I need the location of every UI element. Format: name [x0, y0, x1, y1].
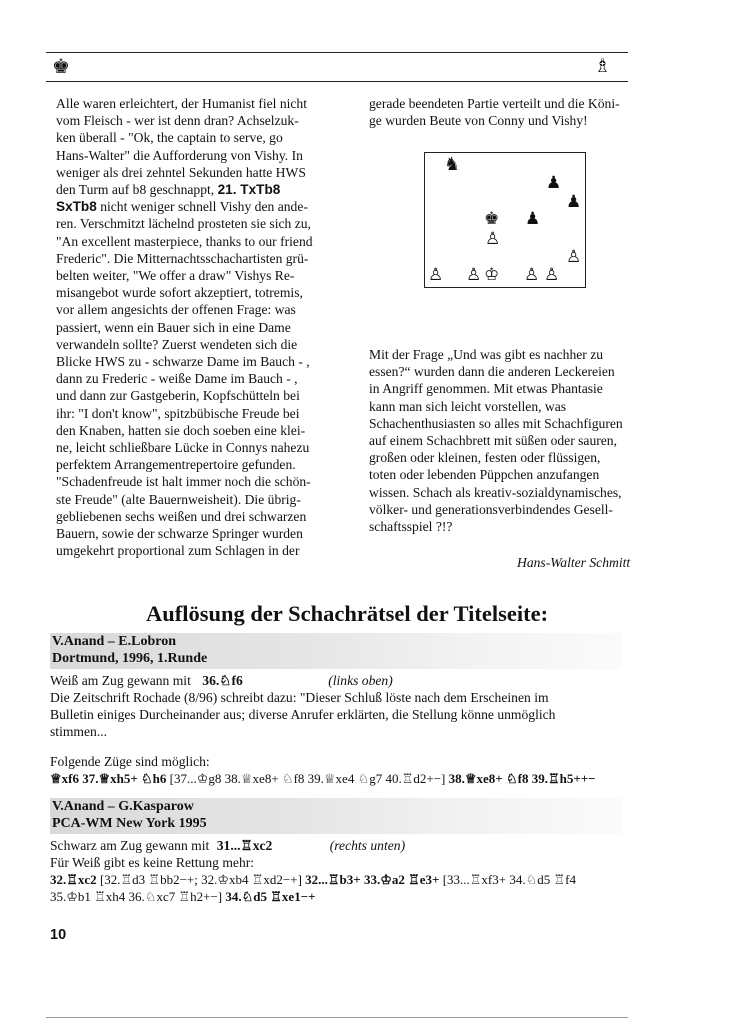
right-column-top-text [369, 95, 669, 129]
text-line: wissen. Schach als kreativ-sozialdynamisches, [369, 484, 622, 500]
text-line: und dann zur Gastgeberin, Kopfschütteln bei [56, 388, 300, 404]
text-line: Bauern, sowie der schwarze Springer wurden [56, 526, 303, 542]
text-line: weniger als drei zehntel Sekunden hatte HWS [56, 164, 306, 180]
bold-move: 21. TxTb8 [217, 182, 281, 198]
text-line: dann zu Frederic - weiße Dame im Bauch - , [56, 371, 298, 387]
diagram-position: (links oben) [328, 673, 393, 688]
text-line: Blicke HWS zu - schwarze Dame im Bauch - , [56, 354, 310, 370]
bold-moves: 32...♖b3+ 33.♔a2 ♖e3+ [305, 872, 440, 887]
header-rule-bottom [46, 81, 628, 82]
text-line: toten oder lebenden Püppchen anzufangen [369, 467, 600, 483]
solution-text: Schwarz am Zug gewann mit [50, 838, 210, 853]
white-pawn-icon: ♙ [485, 229, 501, 249]
text-line: gerade beendeten Partie verteilt und die Köni- [369, 96, 620, 111]
text-line: essen?“ wurden dann die anderen Leckereien [369, 364, 615, 380]
text-line: kann man sich leicht vorstellen, was [369, 398, 567, 414]
black-pawn-icon: ♟ [546, 173, 562, 193]
section-title: Auflösung der Schachrätsel der Titelseite: [146, 601, 549, 626]
text-line: Frederic". Die Mitternachtsschachartisten grü- [56, 250, 309, 266]
spacer [50, 740, 690, 753]
bold-moves: 34.♘d5 ♖xe1−+ [225, 889, 316, 904]
text-line: belten weiter, "We offer a draw" Vishys Re- [56, 268, 295, 284]
text-line: verwandeln sollte? Zuerst wendeten sich die [56, 336, 298, 352]
game-event: PCA-WM New York 1995 [52, 816, 207, 831]
text-line: "An excellent masterpiece, thanks to our friend [56, 233, 313, 249]
black-pawn-icon: ♟ [525, 209, 541, 229]
text-line: umgekehrt proportional zum Schlagen in der [56, 543, 300, 559]
text-line-with-move: SxTb8 nicht weniger schnell Vishy den ande- [56, 199, 308, 215]
move-line [50, 888, 690, 905]
text-line: Folgende Züge sind möglich: [50, 754, 210, 769]
text-line: auf einem Schachbrett mit süßen oder sauren, [369, 433, 617, 449]
text-line: ren. Verschmitzt lächelnd prosteten sie sich zu, [56, 216, 311, 232]
text-line: gebliebenen sechs weißen und drei schwarzen [56, 508, 307, 524]
text-line: großen oder kleinen, festen oder flüssigen, [369, 450, 601, 466]
text-line: ste Freude" (alte Bauernweisheit). Die übrig- [56, 491, 301, 507]
white-pawn-icon: ♙ [428, 265, 444, 285]
bold-moves: 38.♕xe8+ ♘f8 39.♖h5++− [448, 771, 596, 786]
text-line: völker- und generationsverbindendes Gesell- [369, 501, 613, 517]
text-line: stimmen... [50, 724, 108, 739]
right-column-bottom-text [369, 346, 669, 535]
variation-moves: [33...♖xf3+ 34.♘d5 ♖f4 [439, 872, 576, 887]
white-king-icon: ♔ [484, 265, 500, 285]
page-number: 10 [50, 927, 67, 943]
text-line: ne, leicht schließbare Lücke in Connys nahezu [56, 440, 310, 456]
text-line: in Angriff genommen. Mit etwas Phantasie [369, 381, 603, 397]
text-line: Für Weiß gibt es keine Rettung mehr: [50, 855, 255, 870]
game-event: Dortmund, 1996, 1.Runde [52, 651, 208, 666]
diagram-position: (rechts unten) [329, 838, 406, 853]
chess-diagram [424, 152, 586, 288]
bold-moves: ♕xf6 37.♕xh5+ ♘h6 [50, 771, 167, 786]
variation-moves: [32.♖d3 ♖bb2−+; 32.♔xb4 ♖xd2−+] [96, 872, 306, 887]
text-line: ihr: "I don't know", spitzbübische Freude bei [56, 405, 300, 421]
black-pawn-icon: ♟ [566, 192, 582, 212]
solution-line [50, 672, 690, 689]
game-header [50, 798, 622, 834]
text-line: Schachenthusiasten so alles mit Schachfiguren [369, 415, 623, 431]
text-line: Alle waren erleichtert, der Humanist fiel nicht [56, 96, 308, 111]
text-line: "Schadenfreude ist halt immer noch die schön- [56, 474, 311, 490]
header-rule-top [46, 52, 628, 53]
footer-rule [46, 1017, 628, 1018]
text-line: schaftsspiel ?!? [369, 519, 453, 535]
author-signature: Hans-Walter Schmitt [517, 555, 631, 570]
white-pawn-icon: ♙ [544, 265, 560, 285]
text-line: vom Fleisch - wer ist denn dran? Achselzuk- [56, 113, 299, 129]
game-header [50, 633, 622, 669]
text-line: perfektem Arrangementrepertoire gefunden. [56, 457, 296, 473]
white-pawn-icon: ♙ [566, 247, 582, 267]
game-players: V.Anand – G.Kasparow [52, 799, 194, 814]
bishop-icon: ♗ [594, 55, 612, 77]
text-line: misangebot wurde sofort akzeptiert, totremis, [56, 285, 303, 301]
text-line: vor allem angesichts der offenen Frage: was [56, 302, 296, 318]
text-line: den Knaben, hatten sie doch soeben eine klei- [56, 422, 306, 438]
text-line: passiert, wenn ein Bauer sich in eine Dame [56, 319, 291, 335]
game1-solution [50, 672, 690, 787]
text-line: Mit der Frage „Und was gibt es nachher zu [369, 347, 604, 362]
left-column-text [56, 95, 356, 559]
variation-moves: [37...♔g8 38.♕xe8+ ♘f8 39.♕xe4 ♘g7 40.♖d2+−] [166, 771, 449, 786]
game-players: V.Anand – E.Lobron [52, 634, 176, 649]
move-line [50, 770, 690, 787]
solution-text: Weiß am Zug gewann mit [50, 673, 191, 688]
black-knight-icon: ♞ [444, 154, 461, 175]
solution-move: 36.♘f6 [202, 673, 243, 688]
bold-moves: 32.♖xc2 [50, 872, 97, 887]
solution-line [50, 837, 690, 854]
solution-move: 31...♖xc2 [216, 838, 273, 853]
game2-solution [50, 837, 690, 905]
text-line: ge wurden Beute von Conny und Vishy! [369, 113, 588, 129]
text-line: ken überall - "Ok, the captain to serve, go [56, 130, 283, 146]
black-king-icon: ♚ [484, 209, 500, 229]
move-line [50, 871, 690, 888]
text-line: Die Zeitschrift Rochade (8/96) schreibt dazu: "Dieser Schluß löste nach dem Erscheinen im [50, 690, 549, 705]
king-crown-icon: ♚ [52, 54, 70, 78]
text-line: Bulletin einiges Durcheinander aus; diverse Anrufer erklärten, die Stellung könne unmöglich [50, 707, 556, 722]
white-pawn-icon: ♙ [524, 265, 540, 285]
text-line-with-move: den Turm auf b8 geschnappt, 21. TxTb8 [56, 182, 281, 198]
text-line: Hans-Walter" die Aufforderung von Vishy. In [56, 147, 303, 163]
variation-moves: 35.♔b1 ♖xh4 36.♘xc7 ♖h2+−] [50, 889, 226, 904]
white-pawn-icon: ♙ [466, 265, 482, 285]
bold-move: SxTb8 [56, 199, 97, 215]
